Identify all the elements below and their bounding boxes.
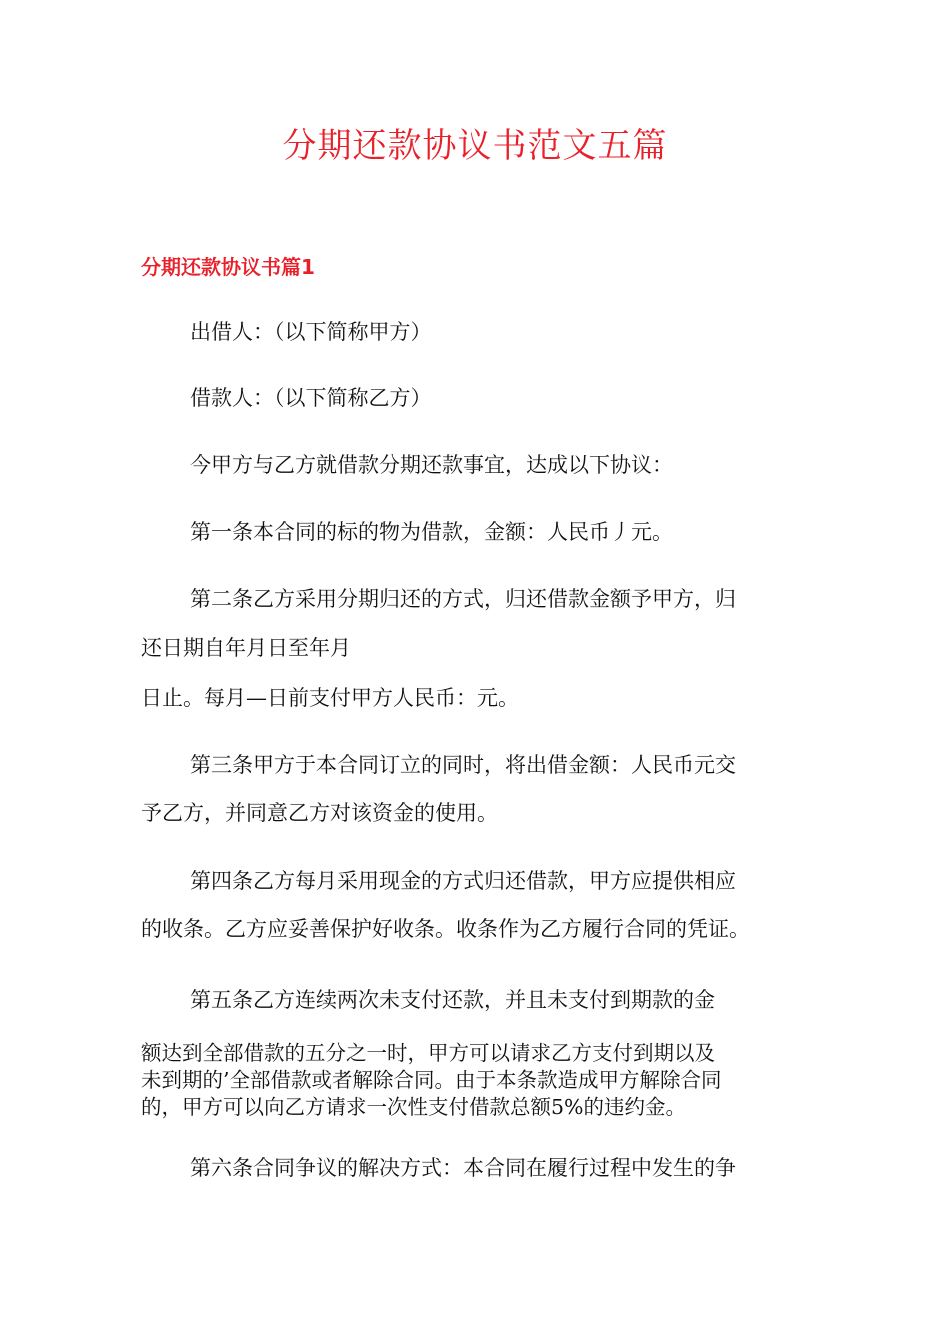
clause-5-line-3: 未到期的’全部借款或者解除合同。由于本条款造成甲方解除合同 [141,1068,722,1092]
clause-1: 第一条本合同的标的物为借款，金额：人民币丿元。 [190,520,673,544]
clause-2-line-2: 还日期自年月日至年月 [141,636,351,660]
clause-6-line-1: 第六条合同争议的解决方式：本合同在履行过程中发生的争 [190,1156,736,1180]
clause-4-line-1: 第四条乙方每月采用现金的方式归还借款，甲方应提供相应 [190,869,736,893]
clause-4-line-2: 的收条。乙方应妥善保护好收条。收条作为乙方履行合同的凭证。 [141,917,750,941]
agreement-intro: 今甲方与乙方就借款分期还款事宜，达成以下协议： [190,453,673,477]
section-heading: 分期还款协议书篇1 [141,255,315,279]
clause-2-line-1: 第二条乙方采用分期归还的方式，归还借款金额予甲方，归 [190,587,736,611]
clause-3-line-1: 第三条甲方于本合同订立的同时，将出借金额：人民币元交 [190,753,736,777]
clause-5-line-4: 的，甲方可以向乙方请求一次性支付借款总额5%的违约金。 [141,1095,687,1119]
clause-5-line-1: 第五条乙方连续两次未支付还款，并且未支付到期款的金 [190,988,715,1012]
document-title: 分期还款协议书范文五篇 [282,126,668,166]
clause-5-line-2: 额达到全部借款的五分之一时，甲方可以请求乙方支付到期以及 [141,1041,715,1065]
borrower-line: 借款人：（以下简称乙方） [190,386,432,410]
lender-line: 出借人：（以下简称甲方） [190,320,432,344]
clause-2-line-3: 日止。每月—日前支付甲方人民币：元。 [141,686,519,710]
clause-3-line-2: 予乙方，并同意乙方对该资金的使用。 [141,801,498,825]
